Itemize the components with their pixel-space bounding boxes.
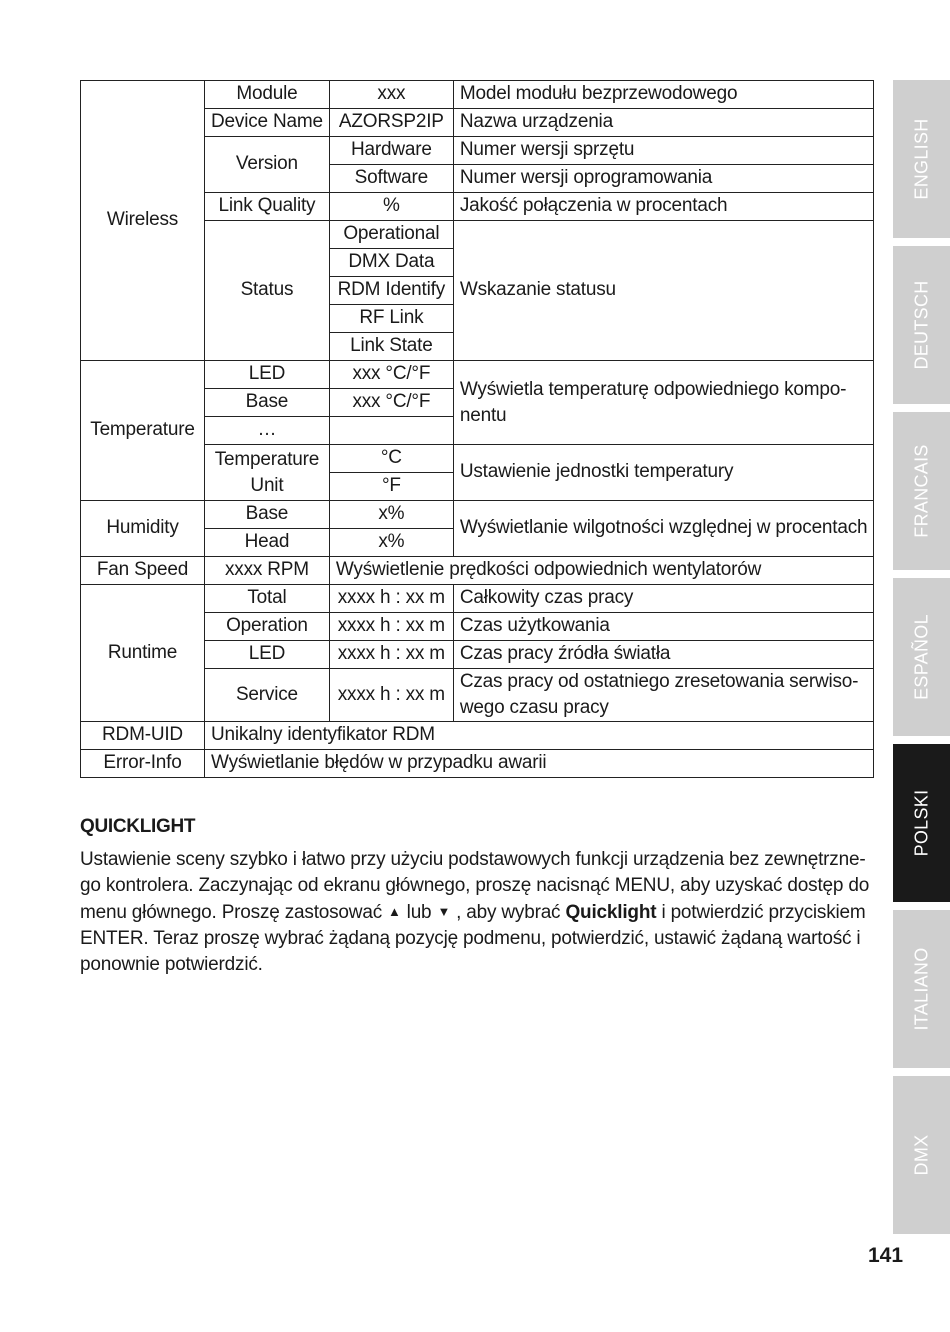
- device-name-desc: Nazwa urządzenia: [453, 109, 874, 137]
- temperature-desc: [453, 361, 874, 445]
- table-row: [81, 361, 874, 389]
- version-hardware: Hardware: [329, 137, 453, 165]
- link-quality-desc: Jakość połączenia w procentach: [453, 193, 874, 221]
- temp-base-value: xxx °C/°F: [329, 389, 453, 417]
- runtime-led-value: xxxx h : xx m: [329, 641, 453, 669]
- temp-base-name: Base: [205, 389, 330, 417]
- runtime-led-desc: Czas pracy źródła światła: [453, 641, 874, 669]
- runtime-operation-desc: Czas użytkowania: [453, 613, 874, 641]
- module-name: Module: [205, 81, 330, 109]
- paragraph-line: ponownie potwierdzić.: [80, 954, 263, 975]
- version-hardware-desc: Numer wersji sprzętu: [453, 137, 874, 165]
- humidity-base-value: x%: [329, 501, 453, 529]
- humidity-head-name: Head: [205, 529, 330, 557]
- fan-speed-label: Fan Speed: [81, 557, 205, 585]
- device-name-name: Device Name: [205, 109, 330, 137]
- tab-label: POLSKI: [911, 789, 931, 857]
- temp-unit-name: Temperature Unit: [205, 445, 330, 501]
- table-row: [81, 722, 874, 750]
- version-name: Version: [205, 137, 330, 193]
- runtime-total-value: xxxx h : xx m: [329, 585, 453, 613]
- humidity-label: Humidity: [81, 501, 205, 557]
- tab-label: FRANCAIS: [911, 444, 931, 538]
- runtime-led-name: LED: [205, 641, 330, 669]
- info-table: [80, 80, 874, 778]
- temp-more: …: [205, 417, 330, 445]
- device-name-value: AZORSP2IP: [329, 109, 453, 137]
- version-software-desc: Numer wersji oprogramowania: [453, 165, 874, 193]
- paragraph-line: [80, 899, 870, 926]
- status-desc: Wskazanie statusu: [453, 221, 874, 361]
- paragraph-text: lub: [406, 902, 432, 923]
- arrow-up-icon: ▲: [388, 904, 401, 919]
- fan-speed-value: xxxx RPM: [205, 557, 330, 585]
- table-row: [81, 557, 874, 585]
- tab-francais[interactable]: [893, 412, 950, 570]
- link-quality-value: %: [329, 193, 453, 221]
- link-quality-name: Link Quality: [205, 193, 330, 221]
- version-software: Software: [329, 165, 453, 193]
- runtime-total-desc: Całkowity czas pracy: [453, 585, 874, 613]
- quicklight-paragraph: [80, 847, 870, 978]
- fan-speed-desc: Wyświetlenie prędkości odpowiednich wentylatorów: [329, 557, 874, 585]
- runtime-service-name: Service: [205, 669, 330, 722]
- wireless-label: Wireless: [81, 81, 205, 361]
- paragraph-line: ENTER. Teraz proszę wybrać żądaną pozycję podmenu, potwierdzić, ustawić żądaną wartość i: [80, 928, 861, 949]
- status-value: RDM Identify: [329, 277, 453, 305]
- paragraph-text: i potwierdzić przyciskiem: [661, 902, 866, 923]
- tab-label: ESPAÑOL: [911, 614, 931, 700]
- module-desc: Model modułu bezprzewodowego: [453, 81, 874, 109]
- tab-english[interactable]: [893, 80, 950, 238]
- status-value: RF Link: [329, 305, 453, 333]
- table-row: [81, 750, 874, 778]
- status-value: DMX Data: [329, 249, 453, 277]
- tab-italiano[interactable]: [893, 910, 950, 1068]
- temp-unit-celsius: °C: [329, 445, 453, 473]
- error-info-desc: Wyświetlanie błędów w przypadku awarii: [205, 750, 874, 778]
- arrow-down-icon: ▼: [437, 904, 451, 919]
- temp-unit-fahrenheit: °F: [329, 473, 453, 501]
- temp-led-value: xxx °C/°F: [329, 361, 453, 389]
- runtime-service-desc-text: Czas pracy od ostatniego zresetowania serwiso- wego czasu pracy: [459, 671, 859, 718]
- paragraph-line: go kontrolera. Zaczynając od ekranu głównego, proszę nacisnąć MENU, aby uzyskać dostęp do: [80, 875, 870, 896]
- temp-more-value: [329, 417, 453, 445]
- quicklight-bold: Quicklight: [565, 902, 657, 923]
- error-info-label: Error-Info: [81, 750, 205, 778]
- temperature-desc-text: Wyświetla temperaturę odpowiedniego kompo- nentu: [459, 378, 847, 426]
- runtime-operation-value: xxxx h : xx m: [329, 613, 453, 641]
- temp-led-name: LED: [205, 361, 330, 389]
- table-row: [81, 501, 874, 529]
- tab-label: DMX: [911, 1134, 931, 1176]
- module-value: xxx: [329, 81, 453, 109]
- page-number: 141: [868, 1244, 904, 1267]
- runtime-operation-name: Operation: [205, 613, 330, 641]
- tab-label: ITALIANO: [911, 947, 931, 1031]
- tab-espanol[interactable]: [893, 578, 950, 736]
- tab-dmx[interactable]: [893, 1076, 950, 1234]
- humidity-desc: Wyświetlanie wilgotności względnej w procentach: [453, 501, 874, 557]
- table-row: [81, 81, 874, 109]
- tab-label: ENGLISH: [911, 118, 931, 200]
- tab-label: DEUTSCH: [911, 280, 931, 370]
- humidity-head-value: x%: [329, 529, 453, 557]
- status-value: Link State: [329, 333, 453, 361]
- temp-unit-desc: Ustawienie jednostki temperatury: [453, 445, 874, 501]
- table-row: [81, 585, 874, 613]
- humidity-base-name: Base: [205, 501, 330, 529]
- paragraph-text: menu głównego. Proszę zastosować: [80, 902, 382, 923]
- paragraph-text: , aby wybrać: [456, 902, 561, 923]
- temperature-label: Temperature: [81, 361, 205, 501]
- status-value: Operational: [329, 221, 453, 249]
- runtime-service-value: xxxx h : xx m: [329, 669, 453, 722]
- status-name: Status: [205, 221, 330, 361]
- runtime-service-desc: [453, 669, 874, 722]
- paragraph-line: Ustawienie sceny szybko i łatwo przy użyciu podstawowych funkcji urządzenia bez zewnętrzne-: [80, 849, 866, 870]
- section-title: QUICKLIGHT: [80, 816, 196, 837]
- tab-deutsch[interactable]: [893, 246, 950, 404]
- runtime-label: Runtime: [81, 585, 205, 722]
- tab-polski[interactable]: [893, 744, 950, 902]
- runtime-total-name: Total: [205, 585, 330, 613]
- rdm-uid-label: RDM-UID: [81, 722, 205, 750]
- rdm-uid-desc: Unikalny identyfikator RDM: [205, 722, 874, 750]
